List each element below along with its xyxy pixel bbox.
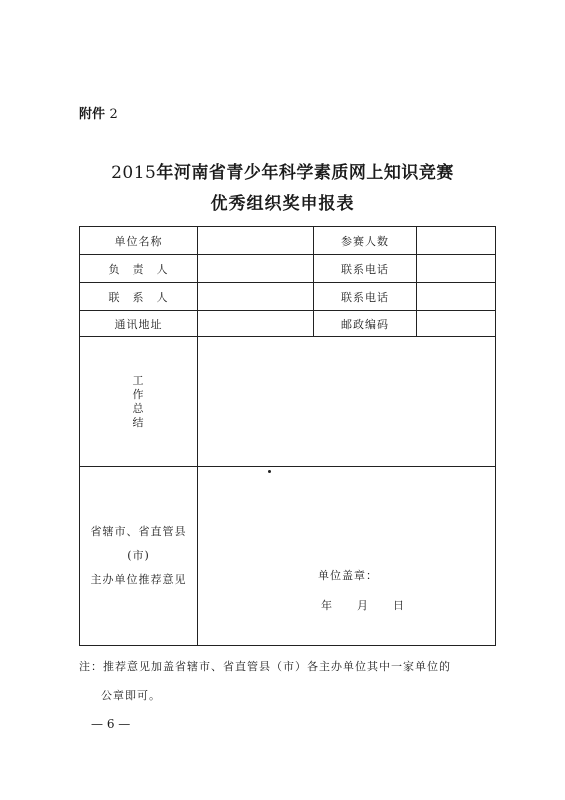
footnote-line2: 公章即可。 <box>101 689 161 702</box>
postal-code-label: 邮政编码 <box>314 311 417 337</box>
participants-label: 参赛人数 <box>314 227 417 255</box>
recommendation-label-line1: 省辖市、省直管县(市) <box>90 525 187 562</box>
table-row <box>80 255 496 283</box>
title-text: 年河南省青少年科学素质网上知识竞赛 <box>156 163 454 183</box>
contact-phone-label: 联系电话 <box>314 283 417 311</box>
person-in-charge-label: 负 责 人 <box>80 255 198 283</box>
recommendation-field[interactable] <box>198 467 496 646</box>
work-summary-label: 工作总结 <box>132 373 145 429</box>
table-row <box>80 311 496 337</box>
footnote-line1: 注：推荐意见加盖省辖市、省直管县（市）各主办单位其中一家单位的 <box>79 660 451 673</box>
form-title-line1 <box>0 158 565 183</box>
contact-person-field[interactable] <box>198 283 314 311</box>
form-title-line2: 优秀组织奖申报表 <box>210 194 355 214</box>
address-field[interactable] <box>198 311 314 337</box>
contact-phone-field[interactable] <box>417 283 496 311</box>
application-form-table <box>79 226 496 646</box>
title-year: 2015 <box>111 163 157 183</box>
table-row <box>80 283 496 311</box>
postal-code-field[interactable] <box>417 311 496 337</box>
page-number: — 6 — <box>91 717 131 731</box>
attachment-number: 2 <box>109 107 118 122</box>
unit-name-field[interactable] <box>198 227 314 255</box>
table-row <box>80 467 496 646</box>
address-label: 通讯地址 <box>80 311 198 337</box>
stray-dot <box>268 470 271 473</box>
footnote <box>79 652 451 710</box>
recommendation-label-cell <box>80 467 198 646</box>
unit-name-label: 单位名称 <box>80 227 198 255</box>
table-row <box>80 227 496 255</box>
attachment-label <box>79 103 118 122</box>
attachment-text: 附件 <box>79 107 106 122</box>
person-in-charge-field[interactable] <box>198 255 314 283</box>
work-summary-label-cell <box>80 337 198 467</box>
participants-field[interactable] <box>417 227 496 255</box>
seal-label: 单位盖章： <box>318 569 378 582</box>
phone-label: 联系电话 <box>314 255 417 283</box>
date-line: 年 月 日 <box>321 599 405 612</box>
table-row <box>80 337 496 467</box>
phone-field[interactable] <box>417 255 496 283</box>
contact-person-label: 联 系 人 <box>80 283 198 311</box>
recommendation-label-line2: 主办单位推荐意见 <box>90 573 187 586</box>
work-summary-field[interactable] <box>198 337 496 467</box>
